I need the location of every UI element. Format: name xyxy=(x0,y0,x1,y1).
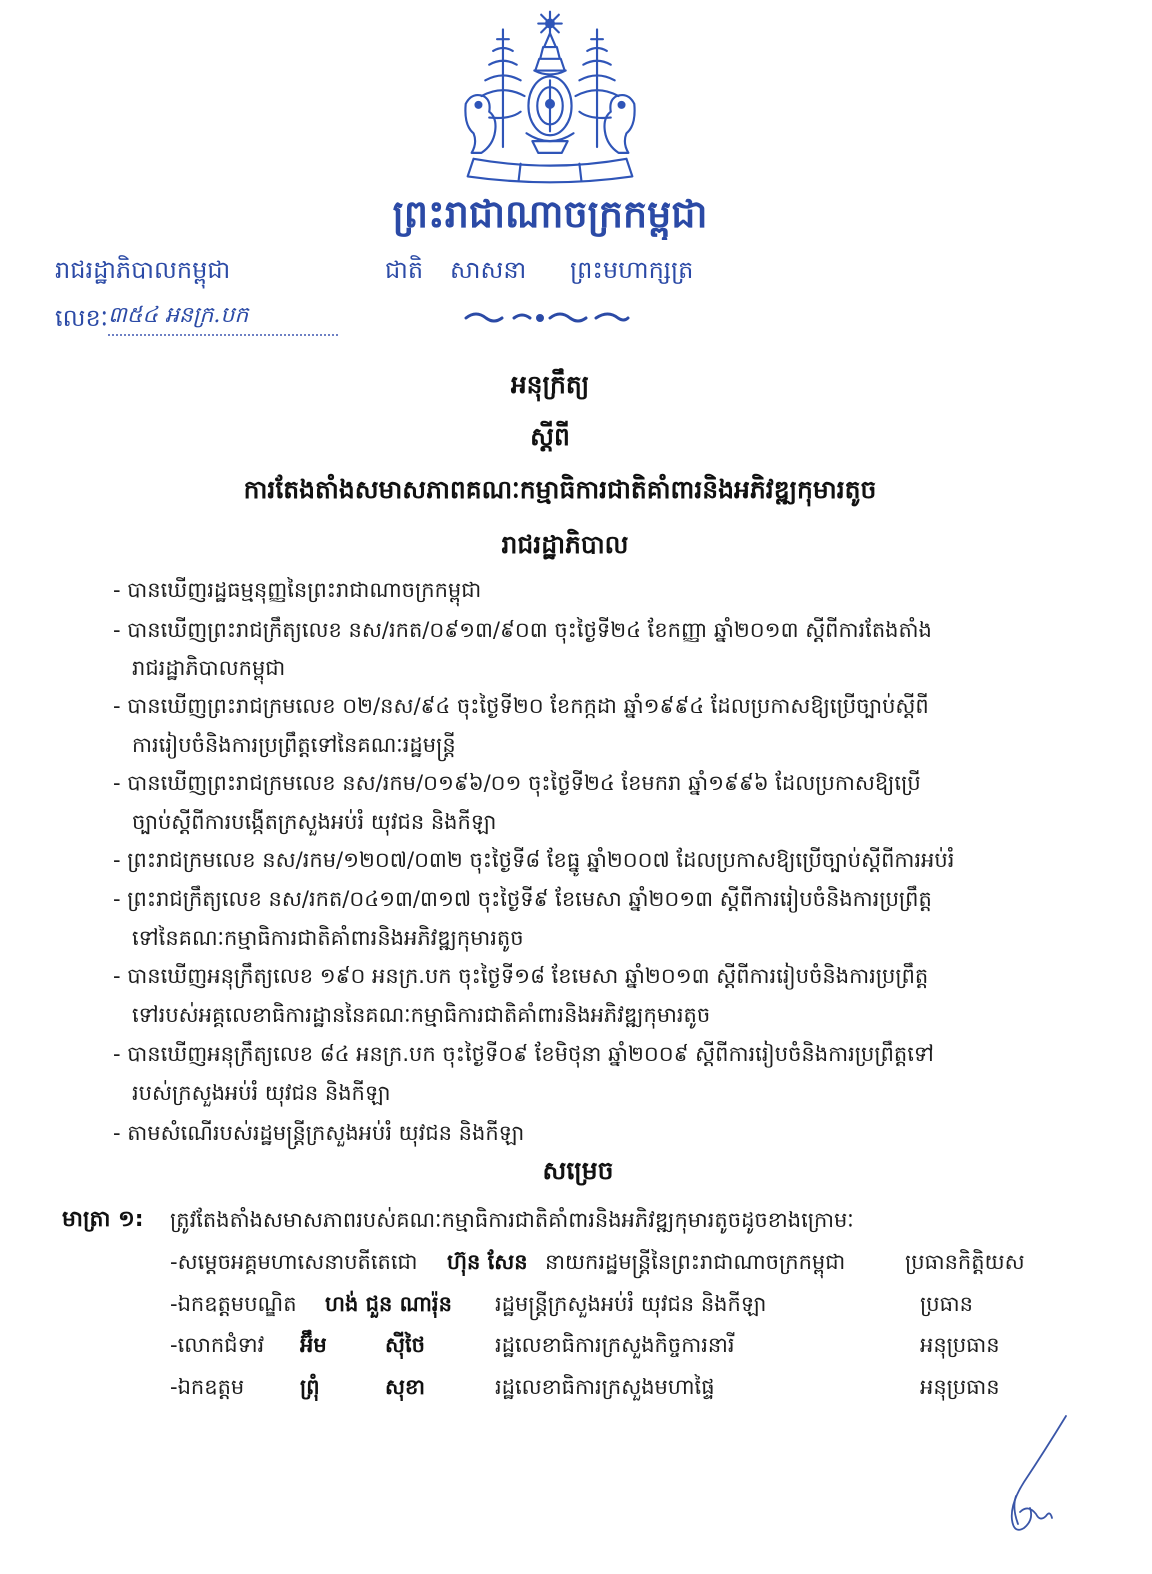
kingdom-title: ព្រះរាជាណាចក្រកម្ពុជា xyxy=(392,191,708,236)
emblem-bowl xyxy=(526,76,573,152)
member-position: រដ្ឋលេខាធិការក្រសួងកិច្ចការនារី xyxy=(495,1333,735,1357)
document-on: ស្តីពី xyxy=(530,422,570,451)
preamble-item: - បានឃើញអនុក្រឹត្យលេខ ១៩០ អនក្រ.បក ចុះថ្ងៃទី១៨ ខែមេសា ឆ្នាំ២០១៣ ស្តីពីការរៀបចំនិងការប្រព្រឹត្ត xyxy=(113,964,929,988)
member-row xyxy=(0,1367,1152,1407)
emblem-lion-right xyxy=(579,95,634,153)
motto-king: ព្រះមហាក្សត្រ xyxy=(570,256,694,284)
motto-religion: សាសនា xyxy=(450,256,527,284)
preamble-item-continued: រាជរដ្ឋាភិបាលកម្ពុជា xyxy=(132,656,286,680)
government-label: រាជរដ្ឋាភិបាលកម្ពុជា xyxy=(55,256,231,284)
member-role: អនុប្រធាន xyxy=(920,1333,1000,1357)
preamble-item-continued: របស់ក្រសួងអប់រំ យុវជន និងកីឡា xyxy=(132,1081,391,1105)
emblem-star xyxy=(538,12,562,36)
preamble-item: - ព្រះរាជក្រឹត្យលេខ នស/រកត/០៤១៣/៣១៧ ចុះថ្ងៃទី៩ ខែមេសា ឆ្នាំ២០១៣ ស្តីពីការរៀបចំនិងការប្រព្រឹត្ត xyxy=(113,887,932,911)
preamble-item-continued: ច្បាប់ស្តីពីការបង្កើតក្រសួងអប់រំ យុវជន និងកីឡា xyxy=(132,810,497,834)
issuer-heading: រាជរដ្ឋាភិបាល xyxy=(501,530,629,559)
article-label: មាត្រា ១: xyxy=(62,1207,144,1232)
member-name: ហ៊ុន សែន xyxy=(447,1250,528,1274)
preamble-item: - បានឃើញរដ្ឋធម្មនុញ្ញនៃព្រះរាជាណាចក្រកម្ពុជា xyxy=(113,578,482,602)
member-title: -ឯកឧត្តម xyxy=(170,1375,245,1399)
royal-emblem-icon xyxy=(452,8,648,188)
member-row xyxy=(0,1242,1152,1282)
emblem-lion-left xyxy=(465,95,520,153)
emblem-parasol-left xyxy=(481,29,524,147)
member-row xyxy=(0,1325,1152,1365)
member-title: -លោកជំទាវ xyxy=(170,1333,265,1357)
signature-initials-icon xyxy=(990,1412,1080,1542)
preamble-item: - បានឃើញព្រះរាជក្រមលេខ ០២/នស/៩៤ ចុះថ្ងៃទី២០ ខែកក្កដា ឆ្នាំ១៩៩៤ ដែលប្រកាសឱ្យប្រើច្បាប់ស្តីពី xyxy=(113,694,929,718)
member-title: -សម្តេចអគ្គមហាសេនាបតីតេជោ xyxy=(170,1250,418,1274)
member-position: រដ្ឋលេខាធិការក្រសួងមហាផ្ទៃ xyxy=(495,1375,715,1399)
member-position: រដ្ឋមន្ត្រីក្រសួងអប់រំ យុវជន និងកីឡា xyxy=(495,1292,767,1316)
number-label: លេខៈ xyxy=(55,304,109,332)
member-role: ប្រធាន xyxy=(920,1292,973,1316)
document-subject: ការតែងតាំងសមាសភាពគណៈកម្មាធិការជាតិគាំពារនិងអភិវឌ្ឍកុមារតូច xyxy=(243,475,877,504)
member-surname: ព្រុំ xyxy=(300,1375,320,1399)
preamble-item: - បានឃើញព្រះរាជក្រមលេខ នស/រកម/០១៩៦/០១ ចុះថ្ងៃទី២៤ ខែមករា ឆ្នាំ១៩៩៦ ដែលប្រកាសឱ្យប្រើ xyxy=(113,771,921,795)
decision-heading: សម្រេច xyxy=(542,1156,614,1185)
decorative-divider-icon xyxy=(462,306,632,328)
document-type: អនុក្រឹត្យ xyxy=(510,370,590,399)
member-role: អនុប្រធាន xyxy=(920,1375,1000,1399)
member-role: ប្រធានកិត្តិយស xyxy=(905,1250,1025,1274)
preamble-item-continued: ទៅរបស់អគ្គលេខាធិការដ្ឋាននៃគណៈកម្មាធិការជាតិគាំពារនិងអភិវឌ្ឍកុមារតូច xyxy=(132,1003,711,1027)
preamble-item: - តាមសំណើរបស់រដ្ឋមន្ត្រីក្រសួងអប់រំ យុវជន និងកីឡា xyxy=(113,1121,525,1145)
member-row xyxy=(0,1284,1152,1324)
preamble-item-continued: ការរៀបចំនិងការប្រព្រឹត្តទៅនៃគណៈរដ្ឋមន្ត្រី xyxy=(132,733,456,757)
emblem-parasol-right xyxy=(575,29,618,147)
member-position: នាយករដ្ឋមន្ត្រីនៃព្រះរាជាណាចក្រកម្ពុជា xyxy=(545,1250,846,1274)
preamble-item: - បានឃើញអនុក្រឹត្យលេខ ៨៤ អនក្រ.បក ចុះថ្ងៃទី០៩ ខែមិថុនា ឆ្នាំ២០០៩ ស្តីពីការរៀបចំនិងការប្រព្រឹត្តទៅ xyxy=(113,1042,934,1066)
motto-nation: ជាតិ xyxy=(385,256,424,284)
number-value: ៣៥៤ អនក្រ.បក xyxy=(108,298,338,336)
member-given-name: ស៊ីថៃ xyxy=(385,1333,425,1357)
member-title: -ឯកឧត្តមបណ្ឌិត xyxy=(170,1292,297,1316)
emblem-banner xyxy=(468,159,633,183)
emblem-crown xyxy=(534,33,565,74)
member-given-name: សុខា xyxy=(385,1375,425,1399)
article-text: ត្រូវតែងតាំងសមាសភាពរបស់គណៈកម្មាធិការជាតិគាំពារនិងអភិវឌ្ឍកុមារតូចដូចខាងក្រោមៈ xyxy=(170,1208,854,1232)
member-surname: អ៊ឹម xyxy=(300,1333,327,1357)
preamble-item: - បានឃើញព្រះរាជក្រឹត្យលេខ នស/រកត/០៩១៣/៩០៣ ចុះថ្ងៃទី២៤ ខែកញ្ញា ឆ្នាំ២០១៣ ស្តីពីការតែងតាំង xyxy=(113,618,932,642)
preamble-item: - ព្រះរាជក្រមលេខ នស/រកម/១២០៧/០៣២ ចុះថ្ងៃទី៨ ខែធ្នូ ឆ្នាំ២០០៧ ដែលប្រកាសឱ្យប្រើច្បាប់ស្តីពីការអប់រំ xyxy=(113,848,955,872)
member-name: ហង់ ជួន ណារ៉ុន xyxy=(325,1292,452,1316)
preamble-item-continued: ទៅនៃគណៈកម្មាធិការជាតិគាំពារនិងអភិវឌ្ឍកុមារតូច xyxy=(132,926,524,950)
